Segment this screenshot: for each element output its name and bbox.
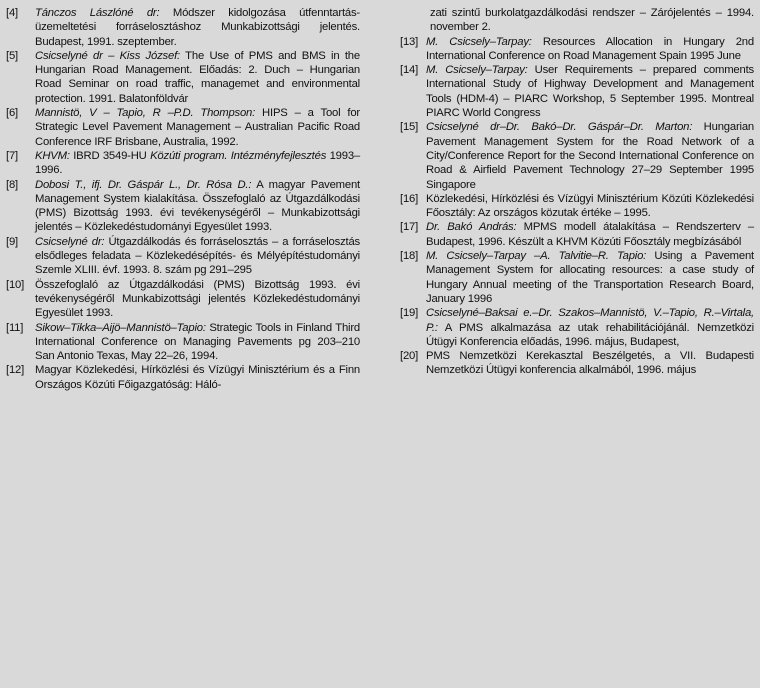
reference-body	[426, 120, 754, 191]
right-column	[400, 6, 754, 378]
reference-entry	[6, 178, 360, 235]
reference-text: Útgazdálkodás és forráselosztás – a forráselosztás elsődleges feladata – Közlekedésépítés- és Mélyépítéstudományi Szemle XLIII. évf. 1993. 8. szám pg 291–295	[35, 235, 360, 277]
reference-text: Resources Allocation in Hungary 2nd International Conference on Road Management Spain 1995 June	[426, 35, 754, 62]
reference-body	[35, 278, 360, 321]
reference-number: [13]	[400, 35, 419, 48]
reference-authors: Dr. Bakó András:	[426, 221, 517, 234]
reference-body	[426, 306, 754, 349]
reference-text: User Requirements – prepared comments International Study of Highway Development and Management Tools (HDM-4) – PIARC Workshop, 5 September 1995. Montreal PIARC World Congress	[426, 64, 754, 120]
reference-text: Using a Pavement Management System for allocating resources: a case study of Hungary Annual meeting of the Transportation Research Board, January 1996	[426, 250, 754, 305]
reference-number: [7]	[6, 149, 18, 162]
reference-authors: M. Csicsely–Tarpay –A. Talvitie–R. Tapio:	[426, 250, 647, 263]
reference-entry	[400, 249, 754, 306]
reference-entry	[400, 63, 754, 120]
reference-number: [14]	[400, 64, 419, 77]
reference-number: [6]	[6, 107, 18, 120]
reference-continuation-text: zati szintű burkolatgazdálkodási rendszer – Zárójelentés – 1994. november 2.	[430, 7, 754, 34]
reference-entry	[400, 120, 754, 191]
reference-number: [17]	[400, 221, 419, 234]
reference-text: Közlekedési, Hírközlési és Vízügyi Minisztérium Közúti Közlekedési Főosztály: Az országos közutak értéke – 1995.	[426, 192, 754, 220]
reference-text: IBRD 3549-HU	[69, 149, 151, 162]
reference-continuation	[400, 6, 754, 35]
reference-number: [5]	[6, 49, 18, 62]
reference-authors: M. Csicsely–Tarpay:	[426, 35, 532, 48]
reference-number: [18]	[400, 250, 419, 263]
reference-number: [20]	[400, 350, 419, 363]
reference-entry	[400, 306, 754, 349]
reference-italic-text: Közúti program. Intézményfejlesztés	[150, 149, 327, 162]
reference-entry	[400, 35, 754, 64]
reference-number: [4]	[6, 7, 18, 19]
reference-text: The Use of PMS and BMS in the Hungarian Road Management. Előadás: 2. Duch – Hungarian Road Seminar on road traffic, managemet and environmental protection. 1991. Balatonföldvár	[35, 49, 360, 105]
reference-text: A magyar Pavement Management System kialakítása. Összefoglaló az Útgazdálkodási (PMS) Bizottság 1993. évi tevékenységéről – Munkabizottsági jelentés – Közlekedéstudományi Egyesület 1993.	[35, 178, 360, 234]
reference-body	[426, 349, 754, 378]
reference-entry	[400, 192, 754, 221]
reference-authors: Sikow–Tikka–Aijö–Mannistö–Tapio:	[35, 321, 206, 334]
reference-number: [16]	[400, 192, 419, 205]
reference-authors: Dobosi T., ifj. Dr. Gáspár L., Dr. Rósa D.:	[35, 178, 252, 191]
reference-number: [8]	[6, 178, 18, 191]
reference-number: [15]	[400, 121, 419, 134]
reference-authors: M. Csicsely–Tarpay:	[426, 64, 528, 77]
reference-authors: Csicselyné dr:	[35, 235, 105, 248]
reference-body	[35, 235, 360, 278]
reference-entry	[400, 220, 754, 249]
reference-text: Módszer kidolgozása útfenntartás-üzemeltetési forráselosztáshoz Munkabizottsági jelentés. Budapest, 1991. szeptember.	[35, 7, 360, 48]
reference-text: HIPS – a Tool for Strategic Level Pavement Management – Australian Pacific Road Conference IRF Brisbane, Australia, 1992.	[35, 107, 360, 148]
reference-authors: Csicselyné dr–Dr. Bakó–Dr. Gáspár–Dr. Marton:	[426, 121, 693, 134]
reference-body	[35, 106, 360, 149]
reference-entry	[400, 349, 754, 378]
reference-authors: Csicselyné–Baksai e.–Dr. Szakos–Mannistö, V.–Tapio, R.–Virtala, P.:	[426, 307, 754, 334]
reference-entry	[6, 363, 360, 392]
reference-text: A PMS alkalmazása az utak rehabilitációjánál. Nemzetközi Útügyi Konferencia előadás, 1996. május, Budapest,	[426, 321, 754, 348]
reference-body	[426, 220, 754, 249]
reference-body	[35, 49, 360, 106]
reference-entry	[6, 149, 360, 178]
reference-number: [11]	[6, 321, 24, 334]
reference-number: [9]	[6, 235, 18, 248]
reference-text: Hungarian Pavement Management System for the Road Network of a City/Conference Report for the Second International Conference on Road & Airfield Pavement Technology 27–29 September 1995 Singapore	[426, 121, 754, 191]
reference-number: [10]	[6, 278, 25, 291]
reference-authors: KHVM:	[35, 149, 70, 162]
reference-text-tail: 1993–1996.	[35, 149, 360, 177]
reference-entry	[6, 106, 360, 149]
reference-body	[426, 192, 754, 221]
reference-body	[35, 178, 360, 235]
reference-number: [12]	[6, 364, 25, 377]
reference-body	[35, 321, 360, 364]
reference-body	[426, 249, 754, 306]
reference-authors: Csicselyné dr – Kiss József:	[35, 49, 180, 62]
reference-text: Strategic Tools in Finland Third International Conference on Managing Pavements pg 203–210 San Antonio Texas, May 22–26, 1994.	[35, 321, 360, 363]
reference-body	[35, 149, 360, 178]
reference-body	[426, 35, 754, 64]
reference-number: [19]	[400, 307, 419, 320]
reference-text: PMS Nemzetközi Kerekasztal Beszélgetés, a VII. Budapesti Nemzetközi Útügyi konferencia alkalmából, 1996. május	[426, 350, 754, 377]
left-column	[6, 6, 360, 392]
reference-body	[35, 363, 360, 392]
reference-text: Összefoglaló az Útgazdálkodási (PMS) Bizottság 1993. évi tevékenységéről Munkabizottsági jelentés Közlekedéstudományi Egyesület 1993.	[35, 278, 360, 320]
reference-entry	[6, 278, 360, 321]
reference-text: MPMS modell átalakítása – Rendszerterv – Budapest, 1996. Készült a KHVM Közúti Főosztály megbízásából	[426, 221, 754, 248]
reference-entry	[6, 49, 360, 106]
reference-text: Magyar Közlekedési, Hírközlési és Vízügyi Minisztérium és a Finn Országos Közúti Főigazgatóság: Háló-	[35, 364, 360, 391]
reference-body	[35, 6, 360, 49]
reference-authors: Mannistö, V – Tapio, R –P.D. Thompson:	[35, 107, 256, 120]
reference-body	[426, 63, 754, 120]
reference-entry	[6, 6, 360, 49]
reference-entry	[6, 321, 360, 364]
reference-entry	[6, 235, 360, 278]
reference-authors: Tánczos Lászlóné dr:	[35, 7, 160, 19]
